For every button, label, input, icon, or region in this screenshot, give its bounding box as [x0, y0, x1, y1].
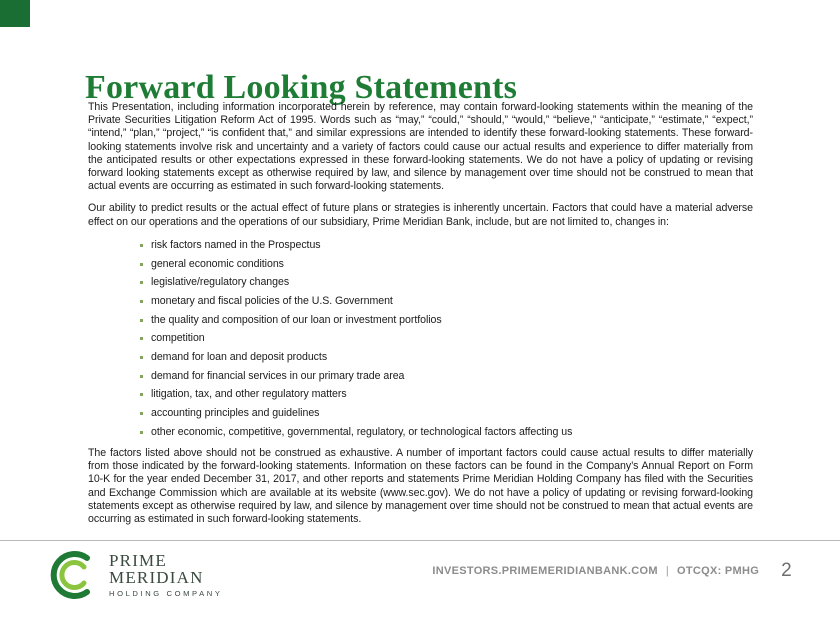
investor-website-text: INVESTORS.PRIMEMERIDIANBANK.COM — [432, 565, 658, 577]
bullet-icon — [140, 356, 143, 359]
logo-word-prime: PRIME — [109, 551, 167, 570]
paragraph-disclaimer: This Presentation, including information incorporated herein by reference, may contain forward-looking statements within the meaning of the Private Securities Litigation Reform Act of 1995. Words such as “may,” “could,” “should,” “would,” “believe,” “anticipate,” “estimate,” “expect,” “intend,” “plan,” “project,” “is confident that,” and similar expressions are intended to identify these forward-looking statements. These forward-looking statements involve risk and uncertainty and a variety of factors could cause our actual results and experience to differ materially from the anticipated results or other expectations expressed in these forward-looking statements. We do not have a policy of updating or revising forward looking statements except as otherwise required by law, and silence by management over time should not be construed to mean that actual events are occurring as estimated in such forward-looking statements. — [88, 101, 753, 193]
corner-accent-square — [0, 0, 30, 27]
list-item-text: demand for financial services in our primary trade area — [151, 369, 405, 382]
list-item-text: competition — [151, 332, 205, 345]
list-item-text: accounting principles and guidelines — [151, 407, 320, 420]
list-item — [140, 426, 753, 439]
bullet-icon — [140, 431, 143, 434]
list-item — [140, 314, 753, 327]
list-item — [140, 239, 753, 252]
bullet-icon — [140, 281, 143, 284]
footer-info — [432, 560, 792, 582]
page-title: Forward Looking Statements — [85, 68, 518, 106]
list-item — [140, 370, 753, 383]
bullet-icon — [140, 375, 143, 378]
list-item-text: demand for loan and deposit products — [151, 351, 328, 364]
list-item — [140, 295, 753, 308]
bullet-icon — [140, 244, 143, 247]
bullet-icon — [140, 412, 143, 415]
bullet-icon — [140, 337, 143, 340]
bullet-icon — [140, 319, 143, 322]
list-item-text: risk factors named in the Prospectus — [151, 238, 321, 251]
list-item-text: the quality and composition of our loan or investment portfolios — [151, 313, 442, 326]
bullet-icon — [140, 393, 143, 396]
bullet-icon — [140, 300, 143, 303]
footer-divider — [0, 540, 840, 541]
logo-text — [109, 552, 223, 598]
logo-word-holding-company: HOLDING COMPANY — [109, 589, 223, 598]
logo-word-meridian: MERIDIAN — [109, 568, 204, 587]
list-item — [140, 351, 753, 364]
list-item-text: general economic conditions — [151, 257, 284, 270]
list-item — [140, 276, 753, 289]
list-item — [140, 258, 753, 271]
list-item — [140, 332, 753, 345]
list-item-text: other economic, competitive, governmental, regulatory, or technological factors affecting us — [151, 425, 573, 438]
paragraph-closing: The factors listed above should not be construed as exhaustive. A number of important factors could cause actual results to differ materially from those indicated by the forward-looking statements. Information on these factors can be found in the Company’s Annual Report on Form 10-K for the year ended December 31, 2017, and other reports and statements Prime Meridian Holding Company has filed with the Securities and Exchange Commission which are available at its website (www.sec.gov). We do not have a policy of updating or revising forward-looking statements except as otherwise required by law, and silence by management over time should not be construed to mean that actual events are occurring as estimated in such forward-looking statements. — [88, 447, 753, 526]
paragraph-intro-factors: Our ability to predict results or the actual effect of future plans or strategies is inherently uncertain. Factors that could have a material adverse effect on our operations and the operations of our subsidiary, Prime Meridian Bank, include, but are not limited to, changes in: — [88, 202, 753, 228]
list-item-text: litigation, tax, and other regulatory matters — [151, 388, 347, 401]
company-logo — [46, 549, 223, 601]
list-item-text: monetary and fiscal policies of the U.S. Government — [151, 294, 393, 307]
slide-body — [88, 101, 753, 535]
page-number: 2 — [781, 560, 792, 581]
logo-globe-icon — [46, 549, 98, 601]
bullet-list — [88, 239, 753, 439]
ticker-text: OTCQX: PMHG — [676, 565, 760, 577]
list-item-text: legislative/regulatory changes — [151, 276, 290, 289]
list-item — [140, 407, 753, 420]
footer-separator: | — [665, 565, 669, 577]
bullet-icon — [140, 263, 143, 266]
list-item — [140, 388, 753, 401]
